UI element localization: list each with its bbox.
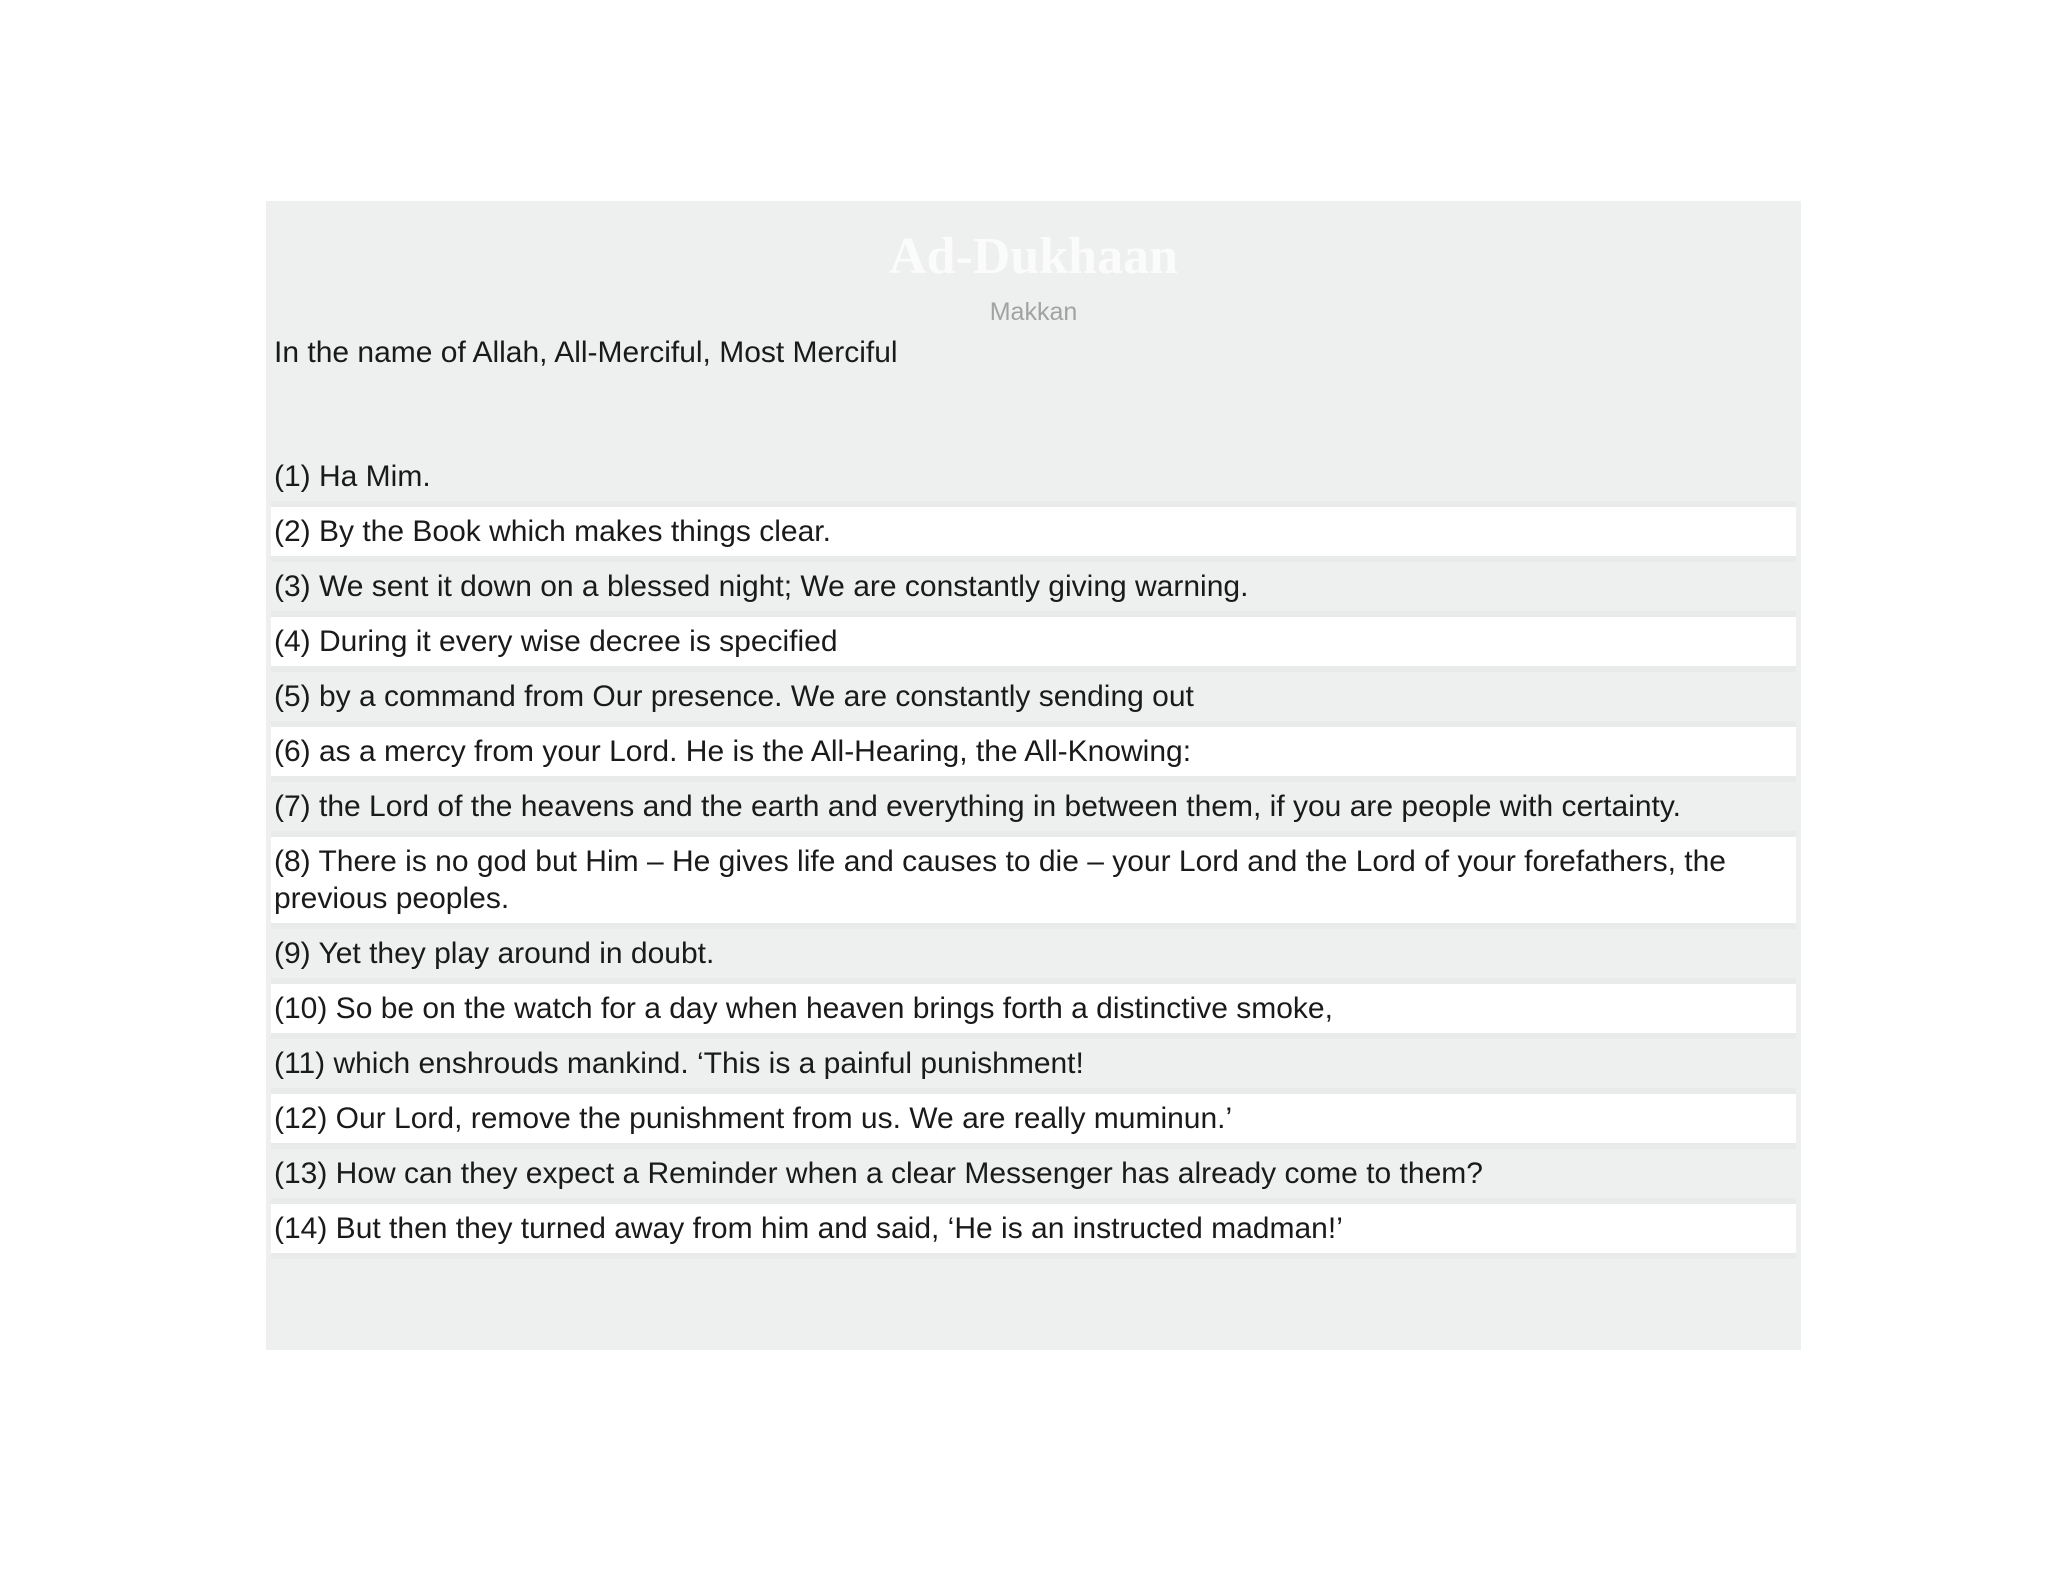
verse-item: (13) How can they expect a Reminder when a clear Messenger has already come to them? bbox=[271, 1149, 1796, 1204]
basmala: In the name of Allah, All-Merciful, Most Merciful bbox=[274, 336, 898, 369]
verse-item: (12) Our Lord, remove the punishment from us. We are really muminun.’ bbox=[271, 1094, 1796, 1149]
verse-item: (4) During it every wise decree is specified bbox=[271, 617, 1796, 672]
verse-item: (14) But then they turned away from him and said, ‘He is an instructed madman!’ bbox=[271, 1204, 1796, 1259]
verse-item: (10) So be on the watch for a day when heaven brings forth a distinctive smoke, bbox=[271, 984, 1796, 1039]
verse-list bbox=[271, 452, 1796, 1259]
surah-title: Ad-Dukhaan bbox=[888, 228, 1179, 285]
verse-item: (9) Yet they play around in doubt. bbox=[271, 929, 1796, 984]
verse-item: (2) By the Book which makes things clear. bbox=[271, 507, 1796, 562]
verse-item: (11) which enshrouds mankind. ‘This is a painful punishment! bbox=[271, 1039, 1796, 1094]
verse-item: (1) Ha Mim. bbox=[271, 452, 1796, 507]
revelation-type: Makkan bbox=[989, 298, 1078, 326]
verse-item: (7) the Lord of the heavens and the earth and everything in between them, if you are people with certainty. bbox=[271, 782, 1796, 837]
verse-item: (3) We sent it down on a blessed night; We are constantly giving warning. bbox=[271, 562, 1796, 617]
verse-item: (5) by a command from Our presence. We are constantly sending out bbox=[271, 672, 1796, 727]
verse-item: (8) There is no god but Him – He gives life and causes to die – your Lord and the Lord of your forefathers, the previous peoples. bbox=[271, 837, 1796, 929]
verse-item: (6) as a mercy from your Lord. He is the All-Hearing, the All-Knowing: bbox=[271, 727, 1796, 782]
surah-panel bbox=[266, 201, 1801, 1350]
